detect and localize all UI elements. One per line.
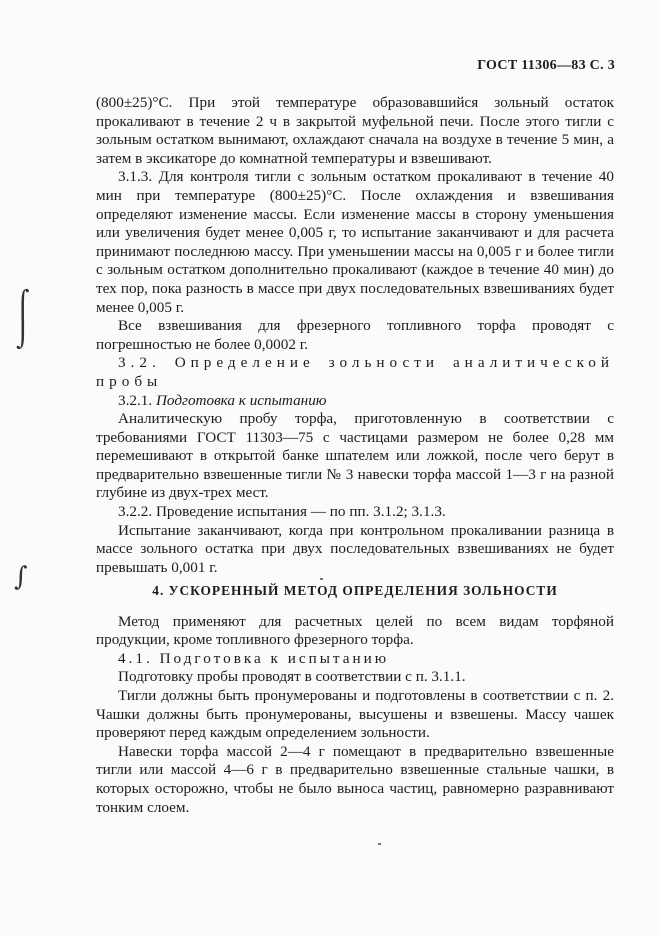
paragraph: Аналитическую пробу торфа, приготовленную в соответствии с требованиями ГОСТ 11303—75 с частицами размером не более 0,28 мм перемешивают в открытой банке шпателем или ложкой, после чего берут в предварительно взвешенные тигли № 3 навески торфа массой 1—3 г на разной глубине из двух-трех мест.: [96, 410, 614, 502]
paragraph: Навески торфа массой 2—4 г помещают в предварительно взвешенные тигли или массой 4—6 г в предварительно взвешенные стальные чашки, в которых осторожно, чтобы не было выноса частиц, равномерно разравнивают тонким слоем.: [96, 742, 614, 816]
paragraph: Тигли должны быть пронумерованы и подготовлены в соответствии с п. 2. Чашки должны быть пронумерованы, высушены и взвешены. Массу чашек проверяют перед каждым определением зольности.: [96, 686, 614, 742]
page-body: [96, 94, 614, 577]
section-4: [96, 582, 614, 817]
paragraph: Метод применяют для расчетных целей по всем видам торфяной продукции, кроме топливного фрезерного торфа.: [96, 612, 614, 649]
clause-title: Подготовка к испытанию: [155, 391, 327, 409]
paragraph-3-1-3: 3.1.3. Для контроля тигли с зольным остатком прокаливают в течение 40 мин при температуре (800±25)°С. После охлаждения и взвешивания определяют изменение массы. Если изменение массы в сторону уменьшения или увеличения будет менее 0,005 г, то испытание заканчивают и для расчета принимают последнюю массу. При уменьшении массы на 0,005 г и более тигли с зольным остатком дополнительно прокаливают (каждое в течение 40 мин) до тех пор, пока разность в массе при двух последовательных взвешиваниях будет менее 0,005 г.: [96, 168, 614, 316]
margin-mark-bottom: ∫: [14, 562, 28, 592]
paragraph: (800±25)°С. При этой температуре образовавшийся зольный остаток прокаливают в течение 2 ч в закрытой муфельной печи. После этого тигли с зольным остатком вынимают, охлаждают сначала на воздухе в течение 5 мин, а затем в эксикаторе до комнатной температуры и взвешивают.: [96, 94, 614, 167]
paragraph-3-2-2: 3.2.2. Проведение испытания — по пп. 3.1.2; 3.1.3.: [118, 503, 446, 521]
section-title: 4. УСКОРЕННЫЙ МЕТОД ОПРЕДЕЛЕНИЯ ЗОЛЬНОСТИ: [152, 583, 558, 598]
scan-dot: [378, 843, 381, 845]
margin-mark-top: ⌠ ⌡: [16, 290, 30, 350]
clause-number: 3.2.1.: [118, 391, 153, 409]
subsection-heading-3-2: 3.2. Определение зольности аналитической пробы: [96, 354, 614, 390]
subsection-heading-4-1: 4.1. Подготовка к испытанию: [118, 649, 390, 667]
paragraph: Все взвешивания для фрезерного топливного торфа проводят с погрешностью не более 0,0002 г.: [96, 317, 614, 353]
subsection-heading-3-2-1: [96, 392, 614, 411]
page-header: ГОСТ 11306—83 С. 3: [477, 58, 615, 73]
paragraph: Испытание заканчивают, когда при контрольном прокаливании разница в массе зольного остатка при двух последовательных взвешиваниях не будет превышать 0,001 г.: [96, 521, 614, 576]
scan-dot: [320, 578, 323, 580]
paragraph: Подготовку пробы проводят в соответствии с п. 3.1.1.: [118, 668, 466, 686]
